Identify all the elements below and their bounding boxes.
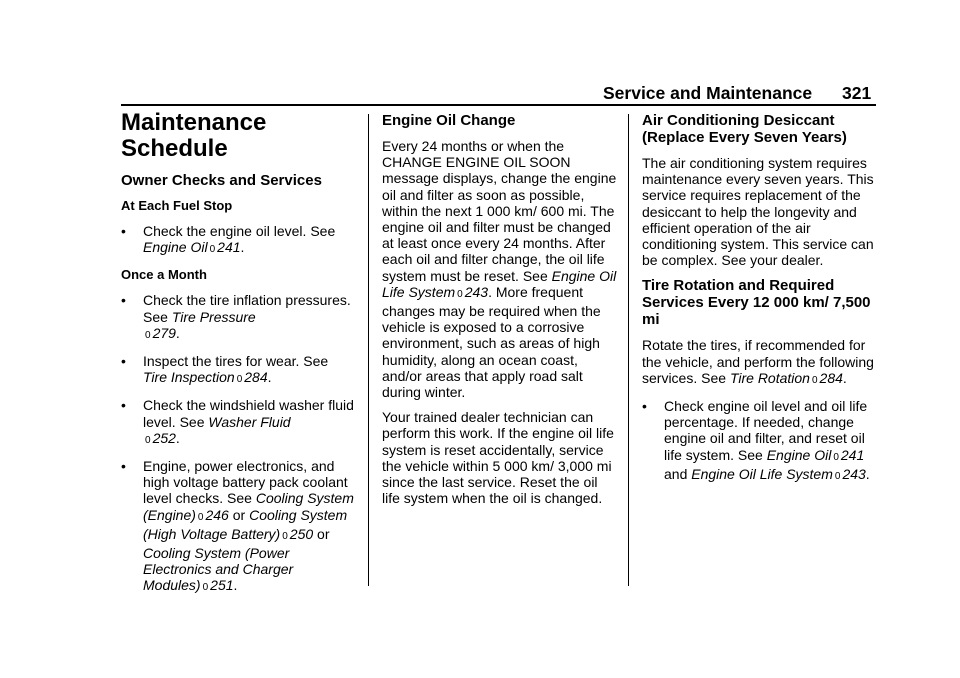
page-ref-icon: 0 <box>209 244 216 256</box>
page-ref-icon: 0 <box>834 470 841 482</box>
heading-once-a-month: Once a Month <box>121 267 207 283</box>
page-ref-icon: 0 <box>145 434 151 446</box>
heading-tire-rotation: Tire Rotation and Required Services Every 12 000 km/ 7,500 mi <box>642 277 871 329</box>
bullet-icon: • <box>121 292 126 309</box>
paragraph: Every 24 months or when the CHANGE ENGINE OIL SOON message displays, change the engine oil and filter as soon as possible, within the next 1 000 km/ 600 mi. The engine oil and filter must be changed at least once every 24 months. After each oil and filter change, the oil life system must be reset. See Engine Oil Life System 0 243. More frequent changes may be required when the vehicle is exposed to a corrosive environment, such as areas of high humidity, along an ocean coast, and/or areas that apply road salt during winter. <box>382 138 617 401</box>
bullet-icon: • <box>121 458 126 475</box>
xref-link[interactable]: Cooling System (Power Electronics and Charger Modules) <box>143 545 294 594</box>
column-divider-2 <box>628 114 629 586</box>
page-ref-icon: 0 <box>145 329 151 341</box>
page-ref-icon: 0 <box>236 374 243 386</box>
xref-link[interactable]: Cooling System (Engine) <box>143 490 354 523</box>
bullet-icon: • <box>121 223 126 239</box>
paragraph: The air conditioning system requires maintenance every seven years. This service requires replacement of the desiccant to help the longevity and efficient operation of the air conditioning system. This service can be complex. See your dealer. <box>642 155 874 269</box>
page-number: 321 <box>842 83 872 103</box>
bullet-icon: • <box>642 398 647 415</box>
column-3 <box>642 110 882 494</box>
xref-link[interactable]: Engine Oil Life System <box>691 465 833 482</box>
bullet-icon: • <box>121 397 126 414</box>
heading-engine-oil-change: Engine Oil Change <box>382 112 516 129</box>
list-item: • Inspect the tires for wear. See Tire Inspection 0 284. <box>121 353 356 388</box>
column-2 <box>382 110 617 515</box>
heading-fuel-stop: At Each Fuel Stop <box>121 198 233 213</box>
list-item: • Check the windshield washer fluid level. See Washer Fluid 0 252. <box>121 397 356 449</box>
page-ref-icon: 0 <box>282 530 288 542</box>
xref-link[interactable]: Engine Oil Life System <box>382 267 617 300</box>
xref-link[interactable]: Tire Pressure <box>171 308 256 325</box>
page-ref-icon: 0 <box>457 288 463 300</box>
header-rule <box>121 104 876 106</box>
page-ref-icon: 0 <box>833 451 839 463</box>
page-ref-icon: 0 <box>197 511 204 523</box>
xref-link[interactable]: Engine Oil <box>766 446 832 463</box>
list-item: • Check the engine oil level. See Engine Oil 0 241. <box>121 223 356 258</box>
xref-link[interactable]: Washer Fluid <box>208 413 291 430</box>
list-item: • Check engine oil level and oil life percentage. If needed, change engine oil and filter, and reset oil life system. See Engine Oil 0 241 and Engine Oil Life System 0 243. <box>642 398 882 485</box>
heading-ac-desiccant: Air Conditioning Desiccant (Replace Every Seven Years) <box>642 112 847 146</box>
chapter-title: Maintenance Schedule <box>121 109 267 162</box>
list-item: • Engine, power electronics, and high voltage battery pack coolant level checks. See Cooling System (Engine) 0 246 or Cooling System (High Voltage Battery) 0 250 or Cooling System (Power Electronics and Charger Modules) 0 251. <box>121 458 356 597</box>
page-ref-icon: 0 <box>202 582 209 594</box>
list-item: • Check the tire inflation pressures. See Tire Pressure 0 279. <box>121 292 356 344</box>
column-divider-1 <box>368 114 369 586</box>
xref-link[interactable]: Tire Rotation <box>729 369 810 386</box>
bullet-icon: • <box>121 353 126 370</box>
column-1 <box>121 110 356 606</box>
xref-link[interactable]: Engine Oil <box>143 239 208 256</box>
section-title: Service and Maintenance <box>603 83 813 103</box>
xref-link[interactable]: Cooling System (High Voltage Battery) <box>143 506 348 542</box>
paragraph: Your trained dealer technician can perform this work. If the engine oil life system is reset accidentally, service the vehicle within 5 000 km/ 3,000 mi since the last service. Reset the oil life system when the oil is changed. <box>382 409 614 507</box>
subheading-owner-checks: Owner Checks and Services <box>121 172 322 189</box>
page-ref-icon: 0 <box>811 374 818 386</box>
paragraph: Rotate the tires, if recommended for the vehicle, and perform the following services. See Tire Rotation 0 284. <box>642 337 874 386</box>
xref-link[interactable]: Tire Inspection <box>143 369 235 386</box>
